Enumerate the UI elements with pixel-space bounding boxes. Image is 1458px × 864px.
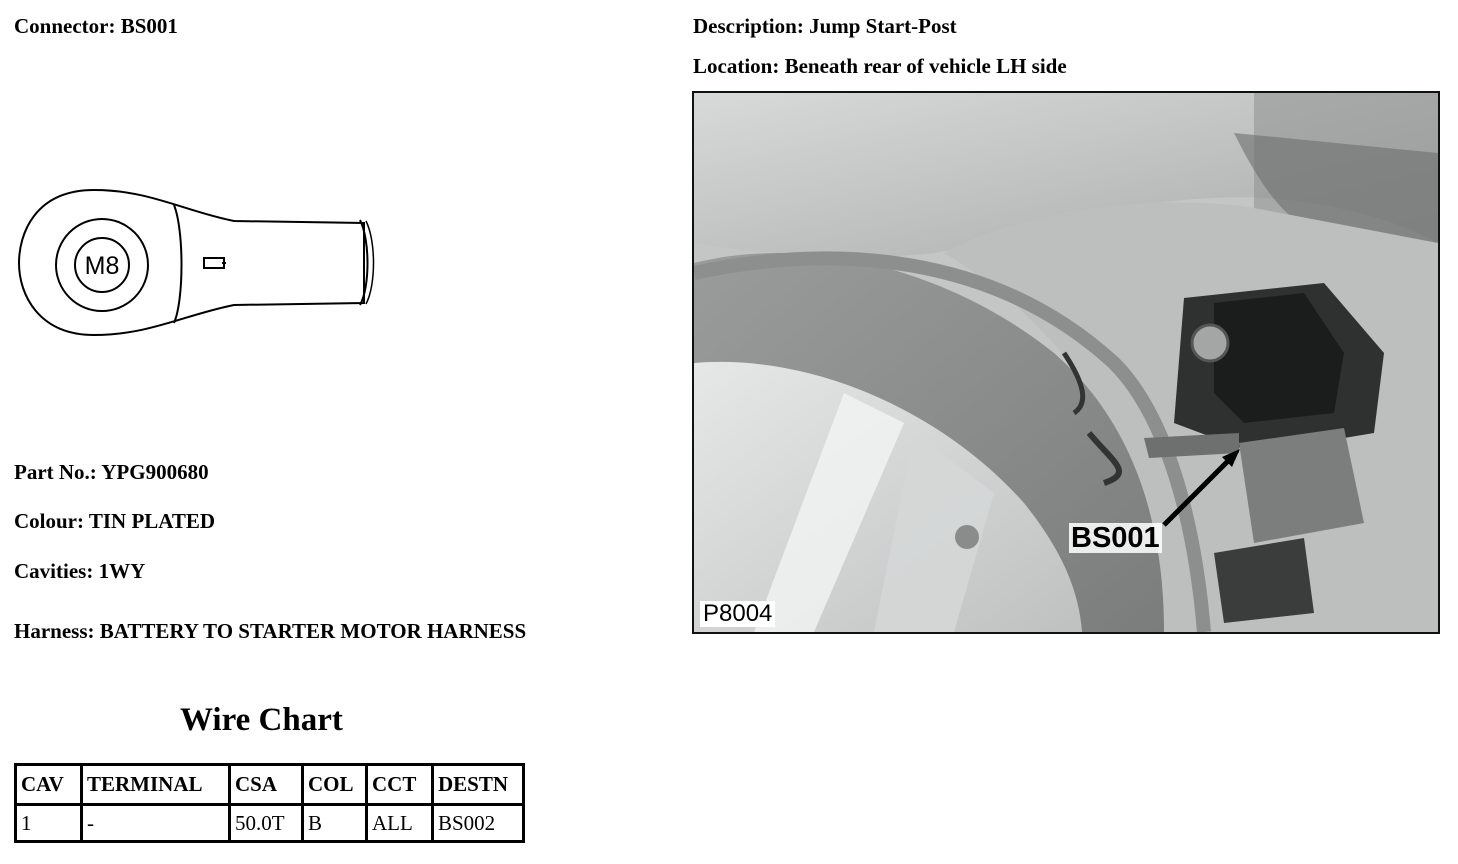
table-cell: - [82, 805, 230, 842]
ring-terminal-diagram [14, 185, 384, 350]
table-cell: BS002 [433, 805, 524, 842]
colour-label: Colour: TIN PLATED [14, 509, 216, 533]
connector-title: Connector: BS001 [14, 14, 178, 38]
description-label: Description: Jump Start-Post [693, 14, 957, 38]
table-row [16, 805, 524, 842]
column-header: TERMINAL [82, 765, 230, 805]
column-header: CCT [367, 765, 433, 805]
table-cell: 1 [16, 805, 82, 842]
connector-callout-label: BS001 [1071, 522, 1160, 554]
wire-chart-table [14, 763, 525, 843]
harness-label: Harness: BATTERY TO STARTER MOTOR HARNESS [14, 619, 527, 643]
wire-chart-title: Wire Chart [180, 702, 343, 738]
column-header: DESTN [433, 765, 524, 805]
cavities-label: Cavities: 1WY [14, 559, 146, 583]
column-header: CAV [16, 765, 82, 805]
column-header: CSA [230, 765, 303, 805]
table-cell: B [303, 805, 367, 842]
part-number: Part No.: YPG900680 [14, 460, 209, 484]
column-header: COL [303, 765, 367, 805]
photo-reference-code: P8004 [700, 601, 775, 627]
location-photo [692, 91, 1440, 634]
vehicle-illustration [694, 93, 1438, 632]
table-cell: ALL [367, 805, 433, 842]
table-cell: 50.0T [230, 805, 303, 842]
stud-size-label: M8 [84, 252, 120, 280]
wire-chart-header-row [16, 765, 524, 805]
location-label: Location: Beneath rear of vehicle LH side [693, 54, 1067, 78]
